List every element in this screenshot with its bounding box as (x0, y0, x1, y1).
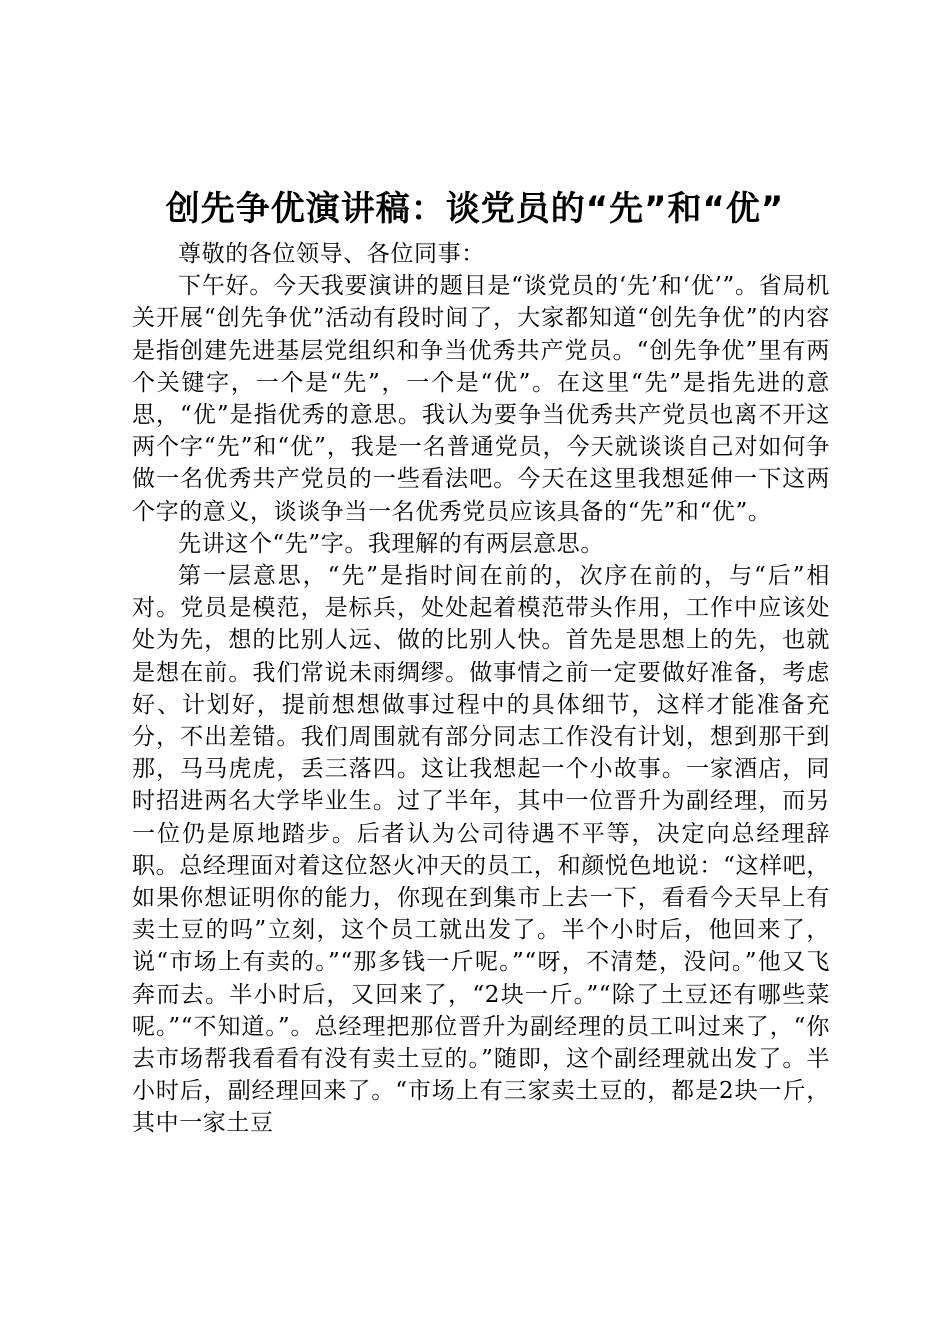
document-title: 创先争优演讲稿：谈党员的“先”和“优” (165, 189, 785, 229)
body-paragraph: 先讲这个“先”字。我理解的有两层意思。 (178, 530, 604, 557)
salutation-paragraph: 尊敬的各位领导、各位同事： (178, 241, 485, 267)
body-paragraph: 下午好。今天我要演讲的题目是“谈党员的‘先’和‘优’”。省局机关开展“创先争优”活动有段时间了，大家都知道“创先争优”的内容是指创建先进基层党组织和争当优秀共产党员。“创先争优”里有两个关键字，一个是“先”，一个是“优”。在这里“先”是指先进的意思，“优”是指优秀的意思。我认为要争当优秀共产党员也离不开这两个字“先”和“优”，我是一名普通党员，今天就谈谈自己对如何争做一名优秀共产党员的一些看法吧。今天在这里我想延伸一下这两个字的意义，谈谈争当一名优秀党员应该具备的“先”和“优”。 (132, 273, 830, 525)
body-paragraph: 第一层意思，“先”是指时间在前的，次序在前的，与“后”相对。党员是模范，是标兵，处处起着模范带头作用，工作中应该处处为先，想的比别人远、做的比别人快。首先是思想上的先，也就是想在前。我们常说未雨绸缪。做事情之前一定要做好准备，考虑好、计划好，提前想想做事过程中的具体细节，这样才能准备充分，不出差错。我们周围就有部分同志工作没有计划，想到那干到那，马马虎虎，丢三落四。这让我想起一个小故事。一家酒店，同时招进两名大学毕业生。过了半年，其中一位晋升为副经理，而另一位仍是原地踏步。后者认为公司待遇不平等，决定向总经理辞职。总经理面对着这位怒火冲天的员工，和颜悦色地说：“这样吧，如果你想证明你的能力，你现在到集市上去一下，看看今天早上有卖土豆的吗”立刻，这个员工就出发了。半个小时后，他回来了，说“市场上有卖的。”“那多钱一斤呢。”“呀，不清楚，没问。”他又飞奔而去。半小时后，又回来了，“2块一斤。”“除了土豆还有哪些菜呢。”“不知道。”。总经理把那位晋升为副经理的员工叫过来了，“你去市场帮我看看有没有卖土豆的。”随即，这个副经理就出发了。半小时后，副经理回来了。“市场上有三家卖土豆的，都是2块一斤，其中一家土豆 (132, 563, 830, 1137)
document-body (132, 238, 830, 1140)
